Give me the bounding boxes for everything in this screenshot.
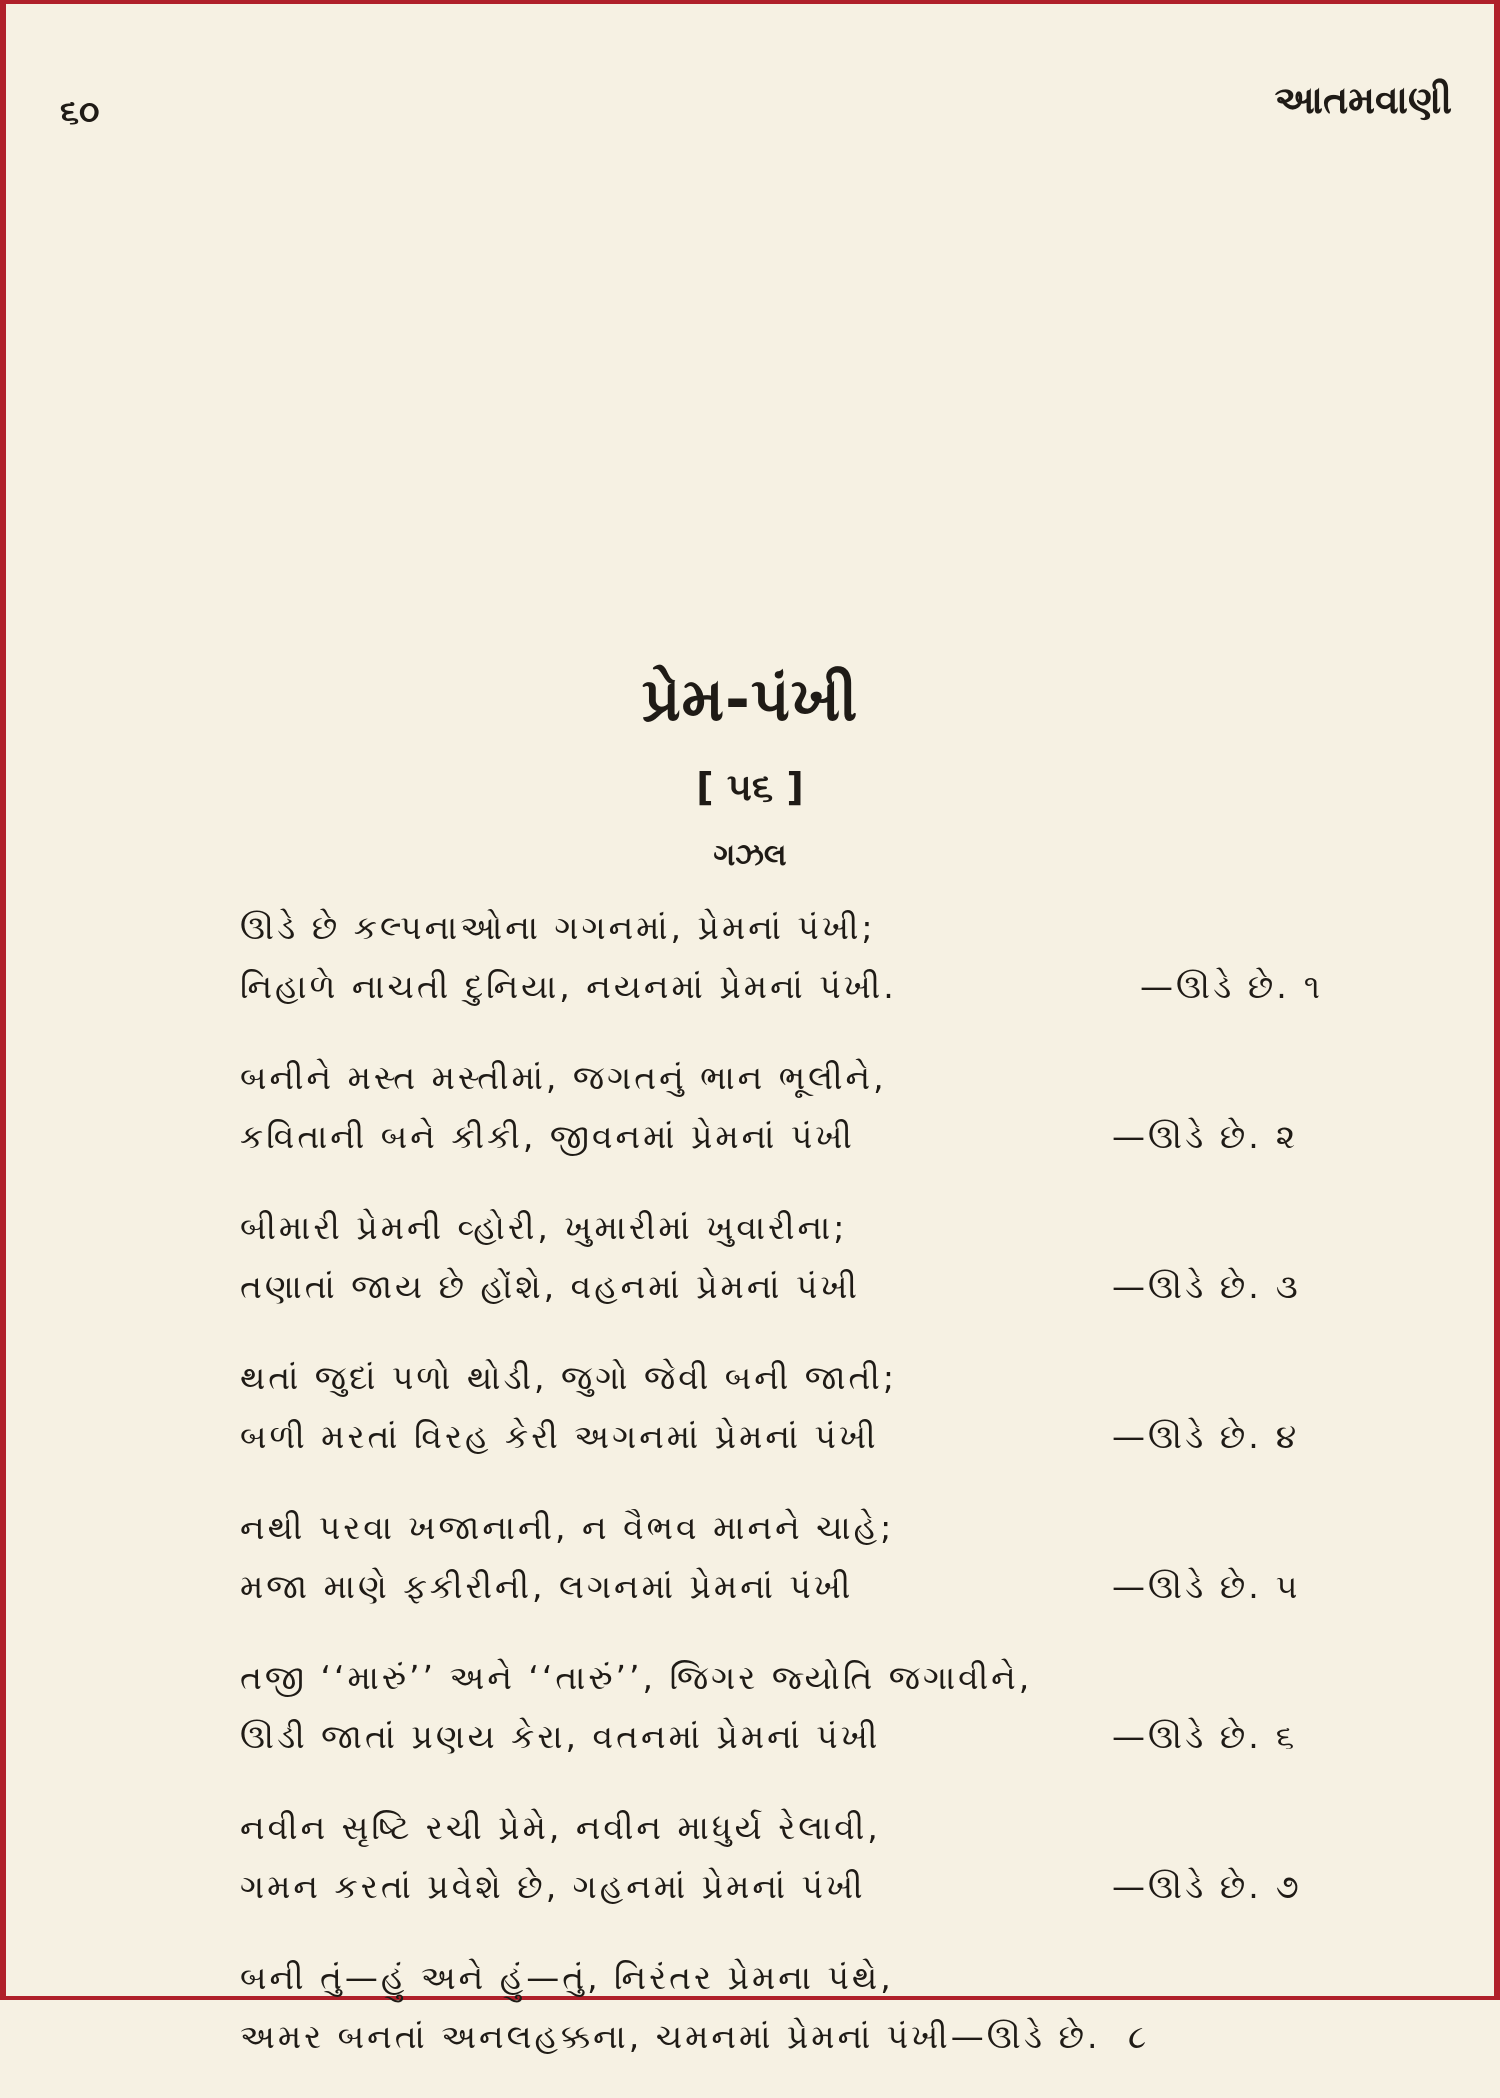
poem-title: પ્રેમ-પંખી <box>641 665 859 735</box>
refrain-text: —ઊડે છે. <box>1112 1567 1262 1606</box>
verse-line: તજી ‘‘મારું’’ અને ‘‘તારું’’, જિગર જ્યોતિ જગાવીને, <box>240 1658 1033 1697</box>
verse-line: બની તું—હું અને હું—તું, નિરંતર પ્રેમના પંથે, <box>240 1958 894 1997</box>
stanza <box>240 1198 1400 1316</box>
refrain <box>1140 957 1323 1016</box>
verse-line-with-refrain <box>240 1557 1400 1616</box>
verse-line-text: બળી મરતાં વિરહ કેરી અગનમાં પ્રેમનાં પંખી <box>240 1417 879 1456</box>
refrain-text: —ઊડે છે. <box>1112 1117 1262 1156</box>
refrain-text: —ઊડે છે. <box>1112 1867 1262 1906</box>
refrain-text: —ઊડે છે. <box>1112 1717 1262 1756</box>
poem-body <box>240 898 1400 2098</box>
verse-line-with-refrain <box>240 957 1400 1016</box>
refrain <box>1112 1557 1300 1616</box>
page-number: ૬૦ <box>60 92 100 132</box>
stanza <box>240 898 1400 1016</box>
stanza <box>240 1348 1400 1466</box>
stanza <box>240 1648 1400 1766</box>
verse-line-with-refrain <box>240 1857 1400 1916</box>
verse-line-text: ગમન કરતાં પ્રવેશે છે, ગહનમાં પ્રેમનાં પંખી <box>240 1867 866 1906</box>
stanza <box>240 1948 1400 2066</box>
running-head: આતમવાણી <box>1274 78 1452 122</box>
stanza <box>240 1048 1400 1166</box>
refrain <box>1112 1107 1298 1166</box>
verse-line: થતાં જુદાં પળો થોડી, જુગો જેવી બની જાતી; <box>240 1358 897 1397</box>
poem-number: [ ૫૬ ] <box>696 765 804 809</box>
verse-line-with-refrain <box>240 1707 1400 1766</box>
verse-line-with-refrain <box>240 2007 1400 2066</box>
refrain-text: —ઊડે છે. <box>1112 1267 1262 1306</box>
stanza-number: ૫ <box>1275 1567 1301 1606</box>
verse-line-text: કવિતાની બને કીકી, જીવનમાં પ્રેમનાં પંખી <box>240 1117 855 1156</box>
stanza-number: ૧ <box>1303 967 1323 1006</box>
verse-line-text: નિહાળે નાચતી દુનિયા, નયનમાં પ્રેમનાં પંખી. <box>240 967 897 1006</box>
stanza <box>240 1798 1400 1916</box>
refrain <box>1112 1407 1299 1466</box>
refrain-text: —ઊડે છે. <box>1140 967 1290 1006</box>
verse-line: ઊડે છે કલ્પનાઓના ગગનમાં, પ્રેમનાં પંખી; <box>240 908 876 947</box>
stanza-number: ૩ <box>1275 1267 1301 1306</box>
verse-line-text: તણાતાં જાય છે હોંશે, વહનમાં પ્રેમનાં પંખી <box>240 1267 860 1306</box>
stanza-number: ૮ <box>1127 2017 1150 2056</box>
refrain <box>1112 1707 1297 1766</box>
verse-line-text: ઊડી જાતાં પ્રણય કેરા, વતનમાં પ્રેમનાં પંખી <box>240 1717 881 1756</box>
verse-line-with-refrain <box>240 1257 1400 1316</box>
verse-line: બનીને મસ્ત મસ્તીમાં, જગતનું ભાન ભૂલીને, <box>240 1058 887 1097</box>
stanza-number: ૬ <box>1275 1717 1298 1756</box>
refrain-text: —ઊડે છે. <box>1112 1417 1262 1456</box>
stanza-number: ૪ <box>1275 1417 1300 1456</box>
stanza <box>240 1498 1400 1616</box>
verse-line: નવીન સૃષ્ટિ રચી પ્રેમે, નવીન માધુર્ય રેલાવી, <box>240 1808 881 1847</box>
page-header <box>60 70 1452 130</box>
verse-line-text: અમર બનતાં અનલહક્કના, ચમનમાં પ્રેમનાં પંખી—ઊડે છે. <box>240 2017 1101 2056</box>
stanza-number: ૭ <box>1275 1867 1302 1906</box>
verse-line-with-refrain <box>240 1107 1400 1166</box>
poem-form-label: ગઝલ <box>713 838 787 873</box>
refrain <box>1112 1257 1301 1316</box>
refrain <box>1112 1857 1302 1916</box>
verse-line: નથી પરવા ખજાનાની, ન વૈભવ માનને ચાહે; <box>240 1508 895 1547</box>
verse-line: બીમારી પ્રેમની વ્હોરી, ખુમારીમાં ખુવારીના; <box>240 1208 848 1247</box>
verse-line-with-refrain <box>240 1407 1400 1466</box>
stanza-number: ૨ <box>1275 1117 1299 1156</box>
verse-line-text: મજા માણે ફકીરીની, લગનમાં પ્રેમનાં પંખી <box>240 1567 854 1606</box>
